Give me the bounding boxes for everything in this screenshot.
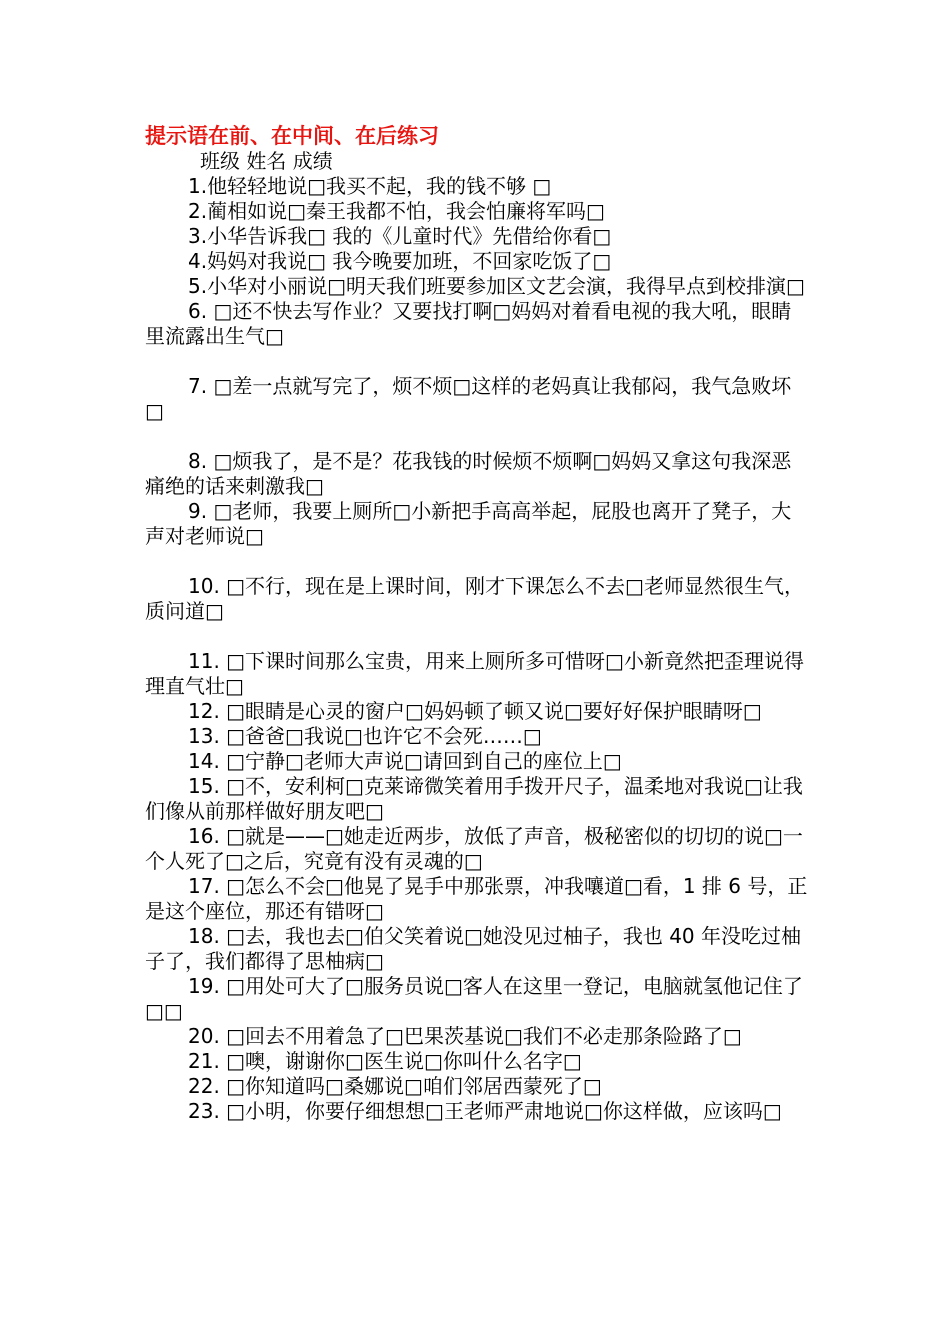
- exercise-item-13: 13. □爸爸□我说□也许它不会死……□: [188, 724, 542, 748]
- exercise-item-8: 8. □烦我了，是不是？花我钱的时候烦不烦啊□妈妈又拿这句我深恶痛绝的话来刺激我□: [145, 449, 792, 498]
- exercise-item-9: 9. □老师，我要上厕所□小新把手高高举起，屁股也离开了凳子，大声对老师说□: [145, 499, 792, 548]
- exercise-item-16: 16. □就是——□她走近两步，放低了声音，极秘密似的切切的说□一个人死了□之后，究竟有没有灵魂的□: [145, 824, 803, 873]
- exercise-item-18: 18. □去，我也去□伯父笑着说□她没见过柚子，我也 40 年没吃过柚子了，我们都得了思柚病□: [145, 924, 802, 973]
- exercise-item-12: 12. □眼睛是心灵的窗户□妈妈顿了顿又说□要好好保护眼睛呀□: [188, 699, 762, 723]
- exercise-item-1: 1.他轻轻地说□我买不起，我的钱不够 □: [188, 174, 552, 198]
- exercise-item-17: 17. □怎么不会□他晃了晃手中那张票，冲我嚷道□看，1 排 6 号，正是这个座位，那还有错呀□: [145, 874, 808, 923]
- worksheet-title: 提示语在前、在中间、在后练习: [145, 124, 439, 148]
- exercise-item-2: 2.蔺相如说□秦王我都不怕，我会怕廉将军吗□: [188, 199, 605, 223]
- exercise-item-7: 7. □差一点就写完了，烦不烦□这样的老妈真让我郁闷，我气急败坏□: [145, 374, 792, 423]
- exercise-item-22: 22. □你知道吗□桑娜说□咱们邻居西蒙死了□: [188, 1074, 602, 1098]
- exercise-item-19: 19. □用处可大了□服务员说□客人在这里一登记，电脑就氢他记住了□□: [145, 974, 803, 1023]
- exercise-item-21: 21. □噢，谢谢你□医生说□你叫什么名字□: [188, 1049, 582, 1073]
- exercise-item-11: 11. □下课时间那么宝贵，用来上厕所多可惜呀□小新竟然把歪理说得理直气壮□: [145, 649, 804, 698]
- exercise-item-15: 15. □不，安利柯□克莱谛微笑着用手拨开尺子，温柔地对我说□让我们像从前那样做好朋友吧□: [145, 774, 803, 823]
- exercise-item-14: 14. □宁静□老师大声说□请回到自己的座位上□: [188, 749, 622, 773]
- exercise-item-6: 6. □还不快去写作业？又要找打啊□妈妈对着看电视的我大吼，眼睛里流露出生气□: [145, 299, 792, 348]
- class-name-score-line: 班级 姓名 成绩: [200, 149, 333, 173]
- exercise-item-3: 3.小华告诉我□ 我的《儿童时代》先借给你看□: [188, 224, 612, 248]
- worksheet: [145, 124, 810, 1124]
- exercise-item-5: 5.小华对小丽说□明天我们班要参加区文艺会演，我得早点到校排演□: [188, 274, 805, 298]
- exercise-item-23: 23. □小明，你要仔细想想□王老师严肃地说□你这样做，应该吗□: [188, 1099, 782, 1123]
- exercise-item-4: 4.妈妈对我说□ 我今晚要加班，不回家吃饭了□: [188, 249, 612, 273]
- exercise-item-10: 10. □不行，现在是上课时间，刚才下课怎么不去□老师显然很生气，质问道□: [145, 574, 804, 623]
- exercise-item-20: 20. □回去不用着急了□巴果茨基说□我们不必走那条险路了□: [188, 1024, 742, 1048]
